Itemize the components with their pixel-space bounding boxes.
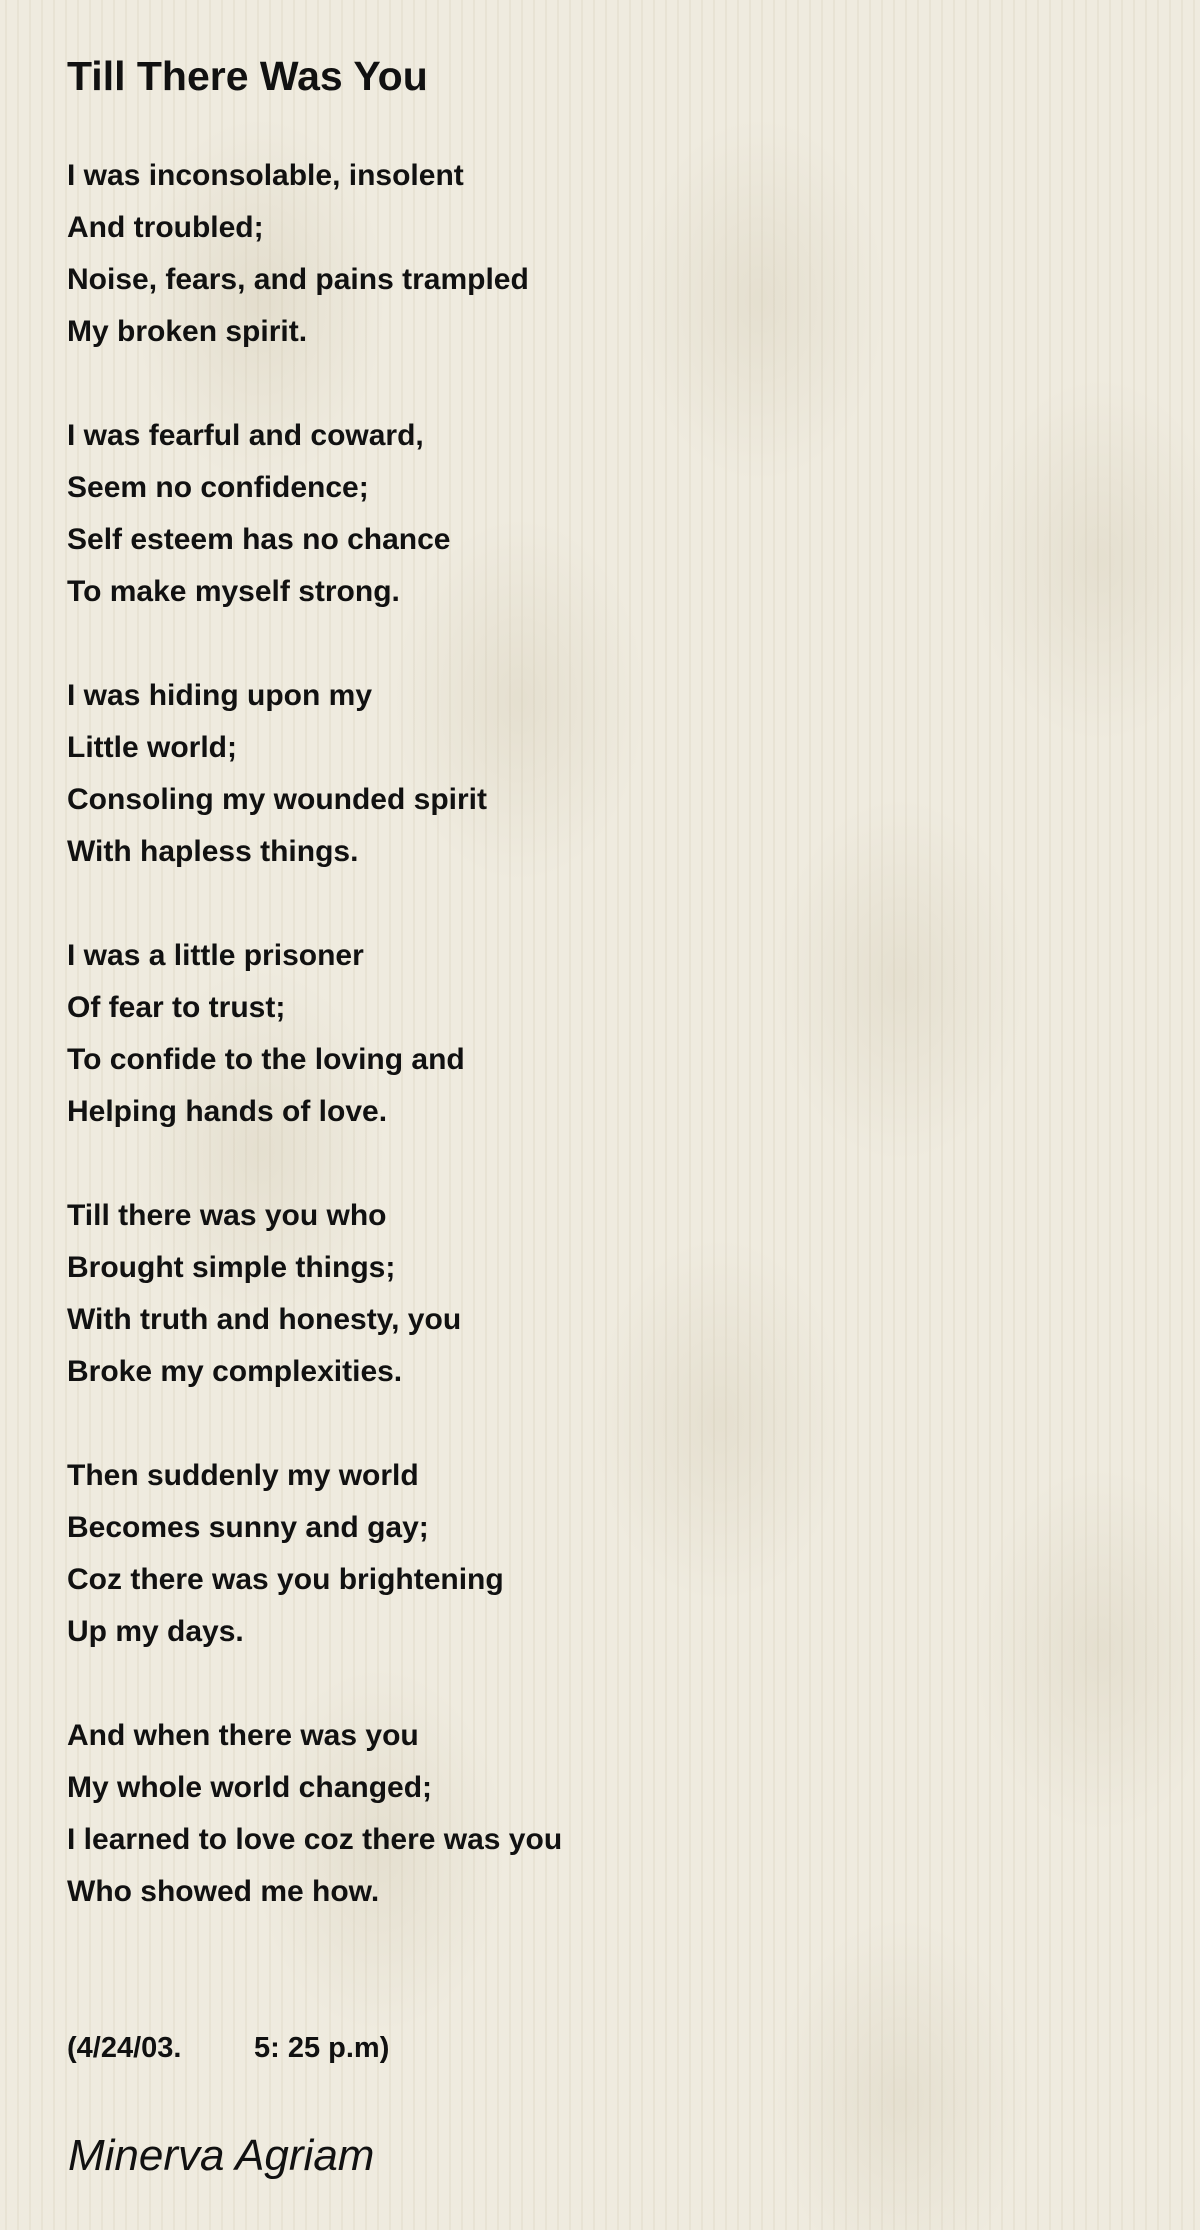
poem-line: Little world;: [67, 731, 237, 764]
poem-line: Of fear to trust;: [67, 991, 286, 1024]
poem-line: Till there was you who: [67, 1199, 387, 1232]
poem-line: Coz there was you brightening: [67, 1563, 504, 1596]
stanza: [67, 930, 1067, 1138]
poem-line: To confide to the loving and: [67, 1043, 465, 1076]
poem-line: Consoling my wounded spirit: [67, 783, 487, 816]
poem-line: And troubled;: [67, 211, 264, 244]
poem-body: [67, 150, 1067, 1970]
poem-title: Till There Was You: [67, 53, 428, 99]
poem-line: I was inconsolable, insolent: [67, 159, 464, 192]
poem-line: Seem no confidence;: [67, 471, 369, 504]
poem-line: I learned to love coz there was you: [67, 1823, 563, 1856]
stanza: [67, 410, 1067, 618]
poem-line: My whole world changed;: [67, 1771, 433, 1804]
poem-line: And when there was you: [67, 1719, 419, 1752]
stanza: [67, 1190, 1067, 1398]
poem-line: With hapless things.: [67, 835, 359, 868]
poem-line: To make myself strong.: [67, 575, 400, 608]
poem-line: I was fearful and coward,: [67, 419, 424, 452]
poem-line: With truth and honesty, you: [67, 1303, 462, 1336]
poem-dateline: (4/24/03. 5: 25 p.m): [67, 2032, 390, 2064]
poem-line: Brought simple things;: [67, 1251, 396, 1284]
poem-line: Becomes sunny and gay;: [67, 1511, 429, 1544]
stanza: [67, 150, 1067, 358]
poem-line: Broke my complexities.: [67, 1355, 403, 1388]
poem-line: I was hiding upon my: [67, 679, 373, 712]
poem-line: Helping hands of love.: [67, 1095, 388, 1128]
poem-line: Self esteem has no chance: [67, 523, 451, 556]
stanza: [67, 1450, 1067, 1658]
poem-line: Up my days.: [67, 1615, 244, 1648]
poem-line: Who showed me how.: [67, 1875, 380, 1908]
poem-line: I was a little prisoner: [67, 939, 364, 972]
poem-author: Minerva Agriam: [68, 2131, 375, 2180]
stanza: [67, 1710, 1067, 1918]
poem-line: My broken spirit.: [67, 315, 308, 348]
poem-line: Noise, fears, and pains trampled: [67, 263, 529, 296]
stanza: [67, 670, 1067, 878]
poem-line: Then suddenly my world: [67, 1459, 419, 1492]
